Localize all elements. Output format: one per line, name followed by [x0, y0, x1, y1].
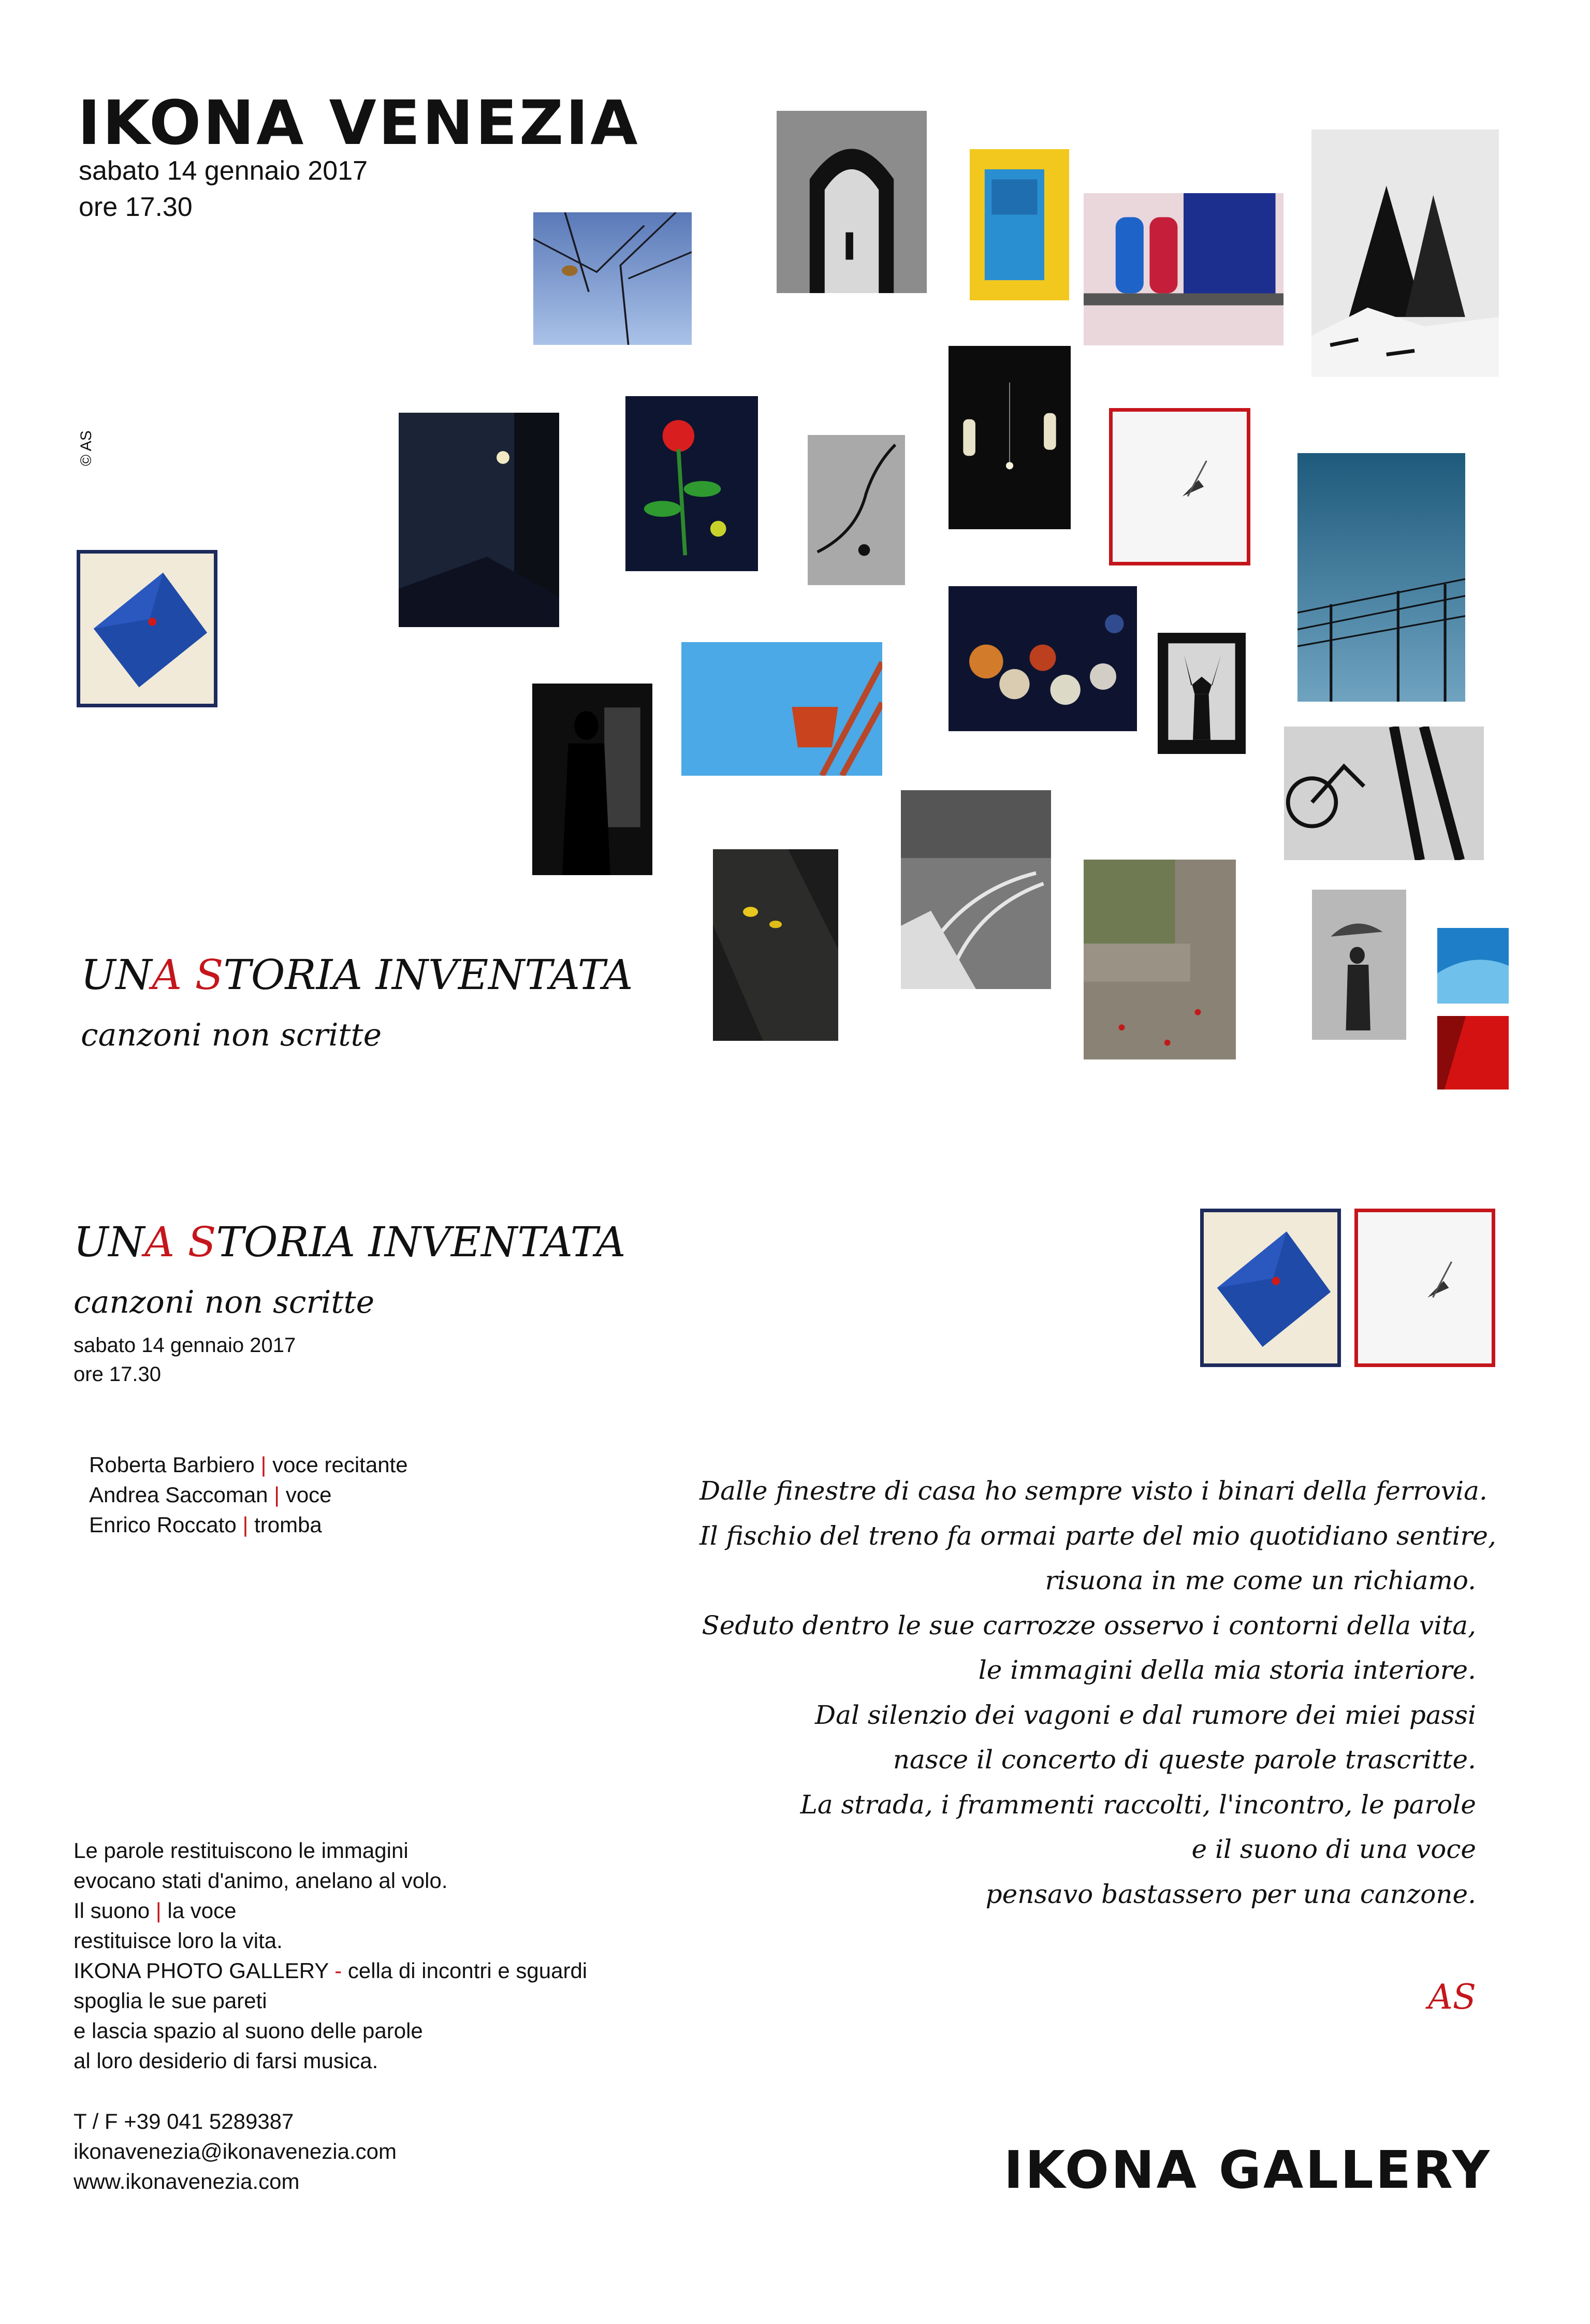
description-line: al loro desiderio di farsi musica. [74, 2049, 378, 2073]
signature: AS [1428, 1977, 1476, 2017]
performer-row: Roberta Barbiero | voce recitante [89, 1452, 408, 1477]
poem-line: La strada, i frammenti raccolti, l'incontro, le parole [800, 1789, 1476, 1820]
poster-show-title: UNA STORIA INVENTATA [81, 951, 633, 999]
photo-dark-window-lights [949, 346, 1071, 529]
performer-row: Enrico Roccato | tromba [89, 1513, 322, 1537]
poem-line: Il fischio del treno fa ormai parte del mio quotidiano sentire, [699, 1520, 1496, 1551]
info-time: ore 17.30 [74, 1363, 162, 1386]
description-line: e lascia spazio al suono delle parole [74, 2018, 423, 2043]
photo-yellow-leaves-ground [713, 849, 838, 1041]
poem-line: pensavo bastassero per una canzone. [985, 1879, 1476, 1909]
description-line: Il suono | la voce [74, 1898, 237, 1923]
photo-branches-sky [533, 212, 692, 345]
phone-number: T / F +39 041 5289387 [74, 2109, 294, 2133]
poem-line: e il suono di una voce [1191, 1834, 1476, 1864]
envelope-photo [77, 550, 217, 707]
poem-line: Dalle finestre di casa ho sempre visto i binari della ferrovia. [699, 1476, 1487, 1506]
photo-blue-abstract [1437, 928, 1509, 1004]
photo-man-silhouette-window [532, 684, 652, 875]
email-link[interactable]: ikonavenezia@ikonavenezia.com [74, 2139, 397, 2163]
poster-date: sabato 14 gennaio 2017 [79, 156, 368, 186]
info-subtitle: canzoni non scritte [74, 1284, 375, 1320]
photo-trees-bw [1311, 129, 1499, 377]
photo-man-umbrella-fog [1312, 890, 1406, 1040]
gallery-logo: IKONA GALLERY [1003, 2140, 1492, 2200]
photo-arch-silhouette [777, 111, 927, 293]
photo-seagull-small [1109, 408, 1250, 565]
poem [699, 1469, 1496, 1916]
poem-line: Dal silenzio dei vagoni e dal rumore dei miei passi [815, 1700, 1476, 1730]
photo-street-lamp-night [399, 413, 559, 627]
description-line: evocano stati d'animo, anelano al volo. [74, 1868, 448, 1893]
description-line: spoglia le sue pareti [74, 1988, 267, 2013]
poem-line: le immagini della mia storia interiore. [978, 1655, 1476, 1685]
description-line: Le parole restituiscono le immagini [74, 1838, 409, 1863]
envelope-photo-large [1200, 1209, 1341, 1367]
poster-time: ore 17.30 [79, 192, 193, 222]
poem-line: risuona in me come un richiamo. [1045, 1565, 1476, 1595]
performer-row: Andrea Saccoman | voce [89, 1483, 332, 1507]
description-line: restituisce loro la vita. [74, 1928, 283, 1953]
contacts [74, 2107, 397, 2197]
poem-line: Seduto dentro le sue carrozze osservo i contorni della vita, [702, 1610, 1476, 1640]
poster-subtitle: canzoni non scritte [81, 1017, 382, 1053]
photo-red-abstract [1437, 1016, 1509, 1090]
photo-gas-tanks-balcony [1084, 193, 1283, 345]
poem-line: nasce il concerto di queste parole trascritte. [893, 1745, 1476, 1775]
photo-stone-steps-petals [1084, 860, 1236, 1059]
description-line: IKONA PHOTO GALLERY - cella di incontri e sguardi [74, 1958, 588, 1983]
info-date: sabato 14 gennaio 2017 [74, 1334, 296, 1357]
brand-title: IKONA VENEZIA [78, 87, 640, 158]
photo-flowerpot-sky [681, 642, 882, 776]
photo-blue-door [970, 149, 1069, 300]
description [74, 1836, 587, 2076]
photo-branch-shadow [808, 435, 905, 585]
photo-bicycle-shadow [1284, 727, 1484, 860]
info-show-title: UNA STORIA INVENTATA [74, 1218, 626, 1266]
photo-train-tracks-snow [901, 790, 1051, 989]
copyright-label: © AS [78, 430, 95, 466]
photo-arms-raised-window [1158, 633, 1246, 754]
photo-red-flower [625, 396, 758, 571]
photo-power-lines-sky [1297, 453, 1465, 702]
website-link[interactable]: www.ikonavenezia.com [74, 2169, 300, 2194]
performers-list [89, 1450, 408, 1540]
photo-bokeh-lights [949, 586, 1137, 731]
seagull-photo-large [1354, 1209, 1495, 1367]
